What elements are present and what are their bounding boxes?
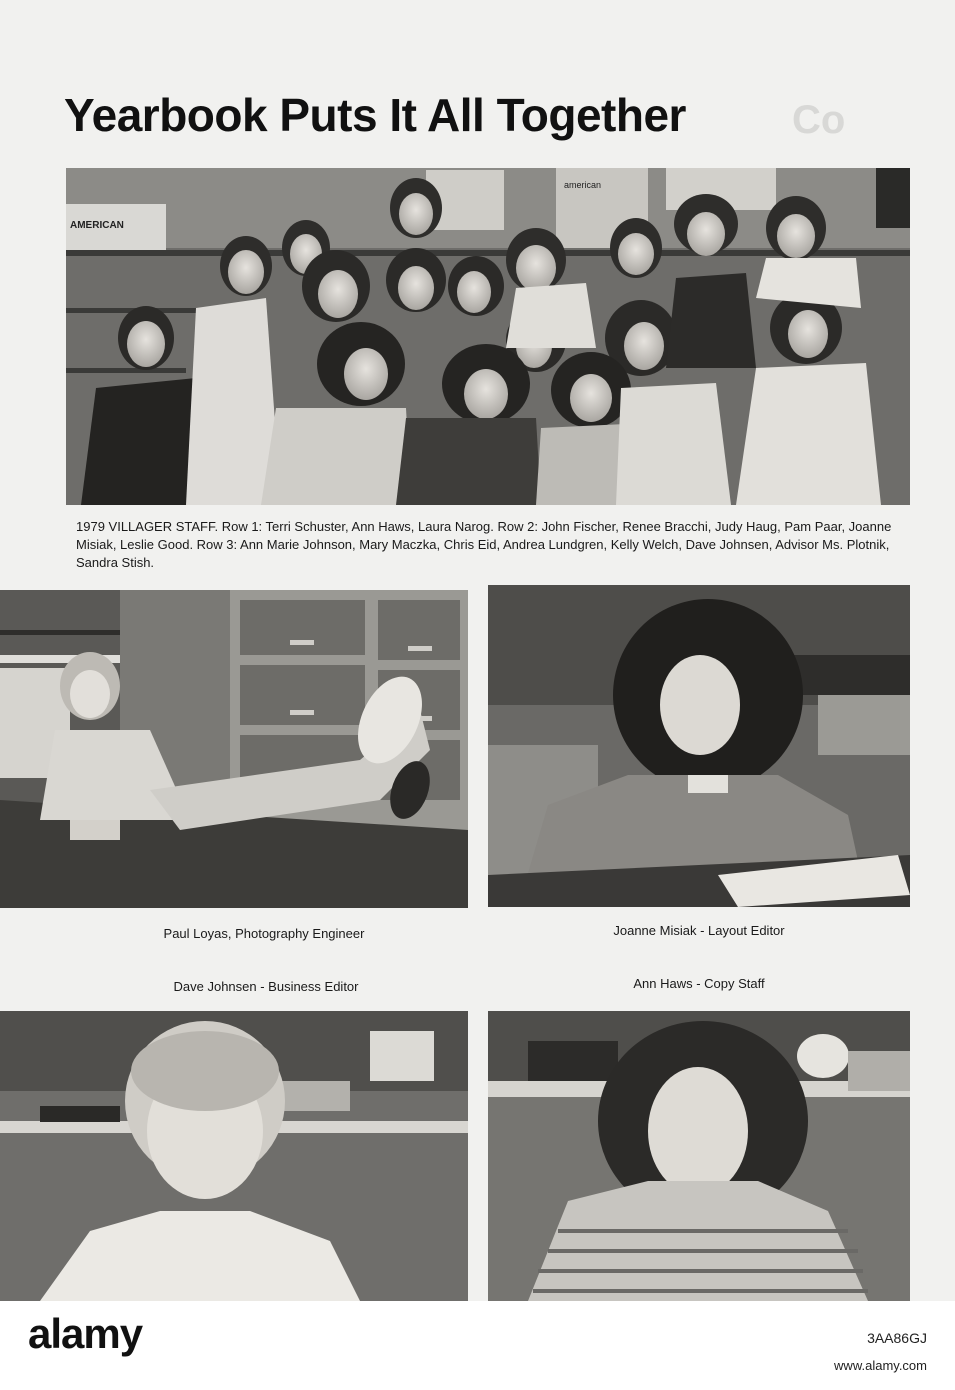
dave-johnsen-photo — [0, 1011, 468, 1301]
page-title: Yearbook Puts It All Together — [64, 89, 686, 141]
ann-haws-caption: Ann Haws - Copy Staff — [633, 976, 765, 991]
watermark-footer — [0, 1301, 955, 1390]
paul-loyas-photo — [0, 590, 468, 908]
box-label-american: AMERICAN — [70, 220, 124, 231]
paul-loyas-caption: Paul Loyas, Photography Engineer — [163, 926, 365, 941]
box-label-american-small: american — [564, 180, 602, 190]
group-photo-caption: 1979 VILLAGER STAFF. Row 1: Terri Schuster, Ann Haws, Laura Narog. Row 2: John Fischer, Renee Bracchi, Judy Haug, Pam Paar, Joanne Misiak, Leslie Good. Row 3: Ann Marie Johnson, Mary Maczka, Chris Eid, Andrea Lundgren, Kelly Welch, Dave Johnsen, Advisor Ms. Plotnik, Sandra Stish. — [76, 519, 892, 570]
bleed-through-text: Co — [792, 98, 846, 142]
ann-haws-photo — [488, 1011, 910, 1301]
joanne-misiak-caption: Joanne Misiak - Layout Editor — [613, 923, 785, 938]
alamy-logo: alamy — [28, 1310, 143, 1357]
site-url[interactable]: www.alamy.com — [834, 1358, 927, 1373]
joanne-misiak-photo — [488, 585, 910, 907]
dave-johnsen-caption: Dave Johnsen - Business Editor — [173, 979, 359, 994]
image-id: 3AA86GJ — [867, 1330, 927, 1346]
group-staff-photo — [66, 168, 910, 505]
